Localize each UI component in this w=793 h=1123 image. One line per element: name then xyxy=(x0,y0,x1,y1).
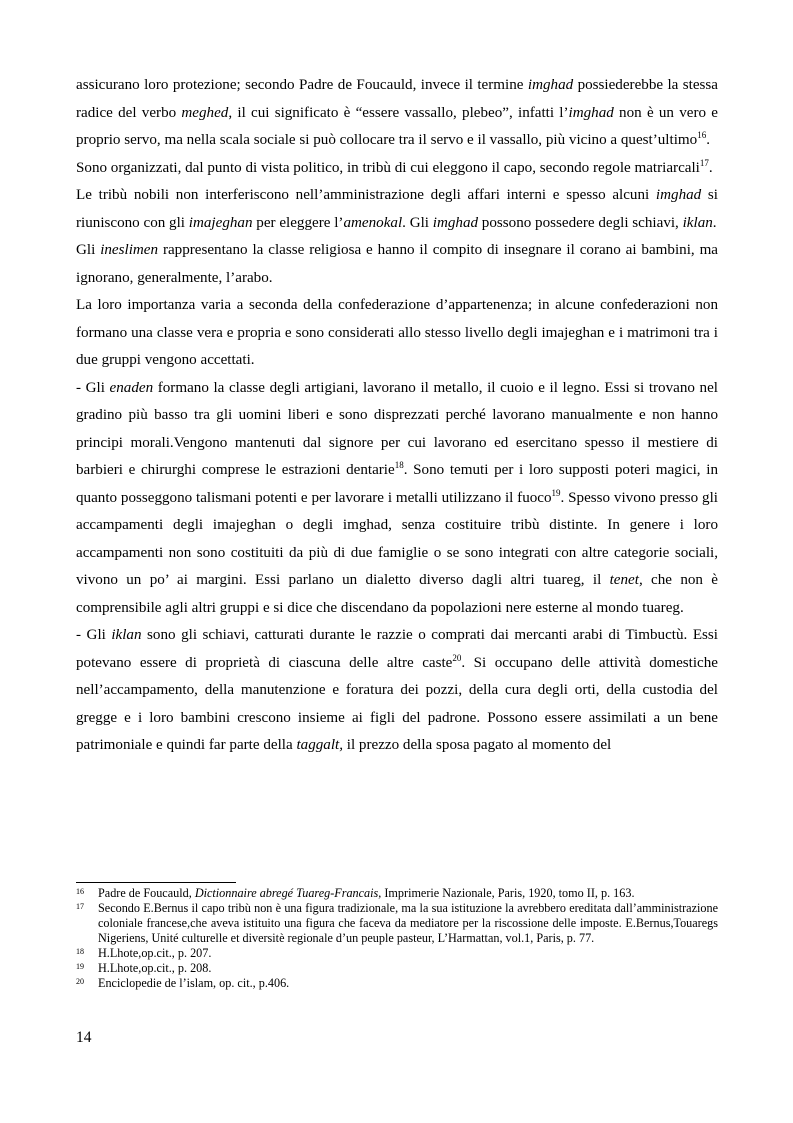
text-run: il prezzo della sposa pagato al momento del xyxy=(343,737,612,753)
paragraph xyxy=(76,72,718,155)
italic-term: tenet, xyxy=(609,572,643,588)
paragraph xyxy=(76,182,718,237)
italic-term: amenokal xyxy=(343,214,403,231)
footnote xyxy=(76,961,718,976)
italic-term: imghad xyxy=(655,187,702,203)
text-run: per eleggere l’ xyxy=(252,214,344,231)
body-text xyxy=(76,72,718,760)
italic-term: imajeghan xyxy=(188,214,253,231)
text-run: - Gli xyxy=(76,379,110,396)
text-run: Gli xyxy=(76,242,101,258)
footnote xyxy=(76,886,718,901)
footnote-ref: 20 xyxy=(452,652,462,663)
italic-term: enaden xyxy=(109,379,154,396)
italic-term: meghed xyxy=(181,104,229,121)
text-run: . Sono temuti per i loro supposti poteri magici, in quanto posseggono talismani potenti e per lavorare i metalli utilizzano il fuoco xyxy=(76,462,718,506)
text-run: H.Lhote,op.cit., p. 208. xyxy=(98,961,212,975)
footnote-number: 16 xyxy=(76,887,84,896)
paragraph xyxy=(76,155,718,183)
footnote-number: 20 xyxy=(76,977,84,986)
text-run: Imprimerie Nazionale, Paris, 1920, tomo II, p. 163. xyxy=(381,886,635,900)
italic-term: iklan xyxy=(682,214,713,231)
italic-term: iklan xyxy=(111,627,142,643)
text-run: non è un vero e proprio servo, ma nella scala sociale si può collocare tra il servo e il vassallo, più vicino a quest’ultimo xyxy=(76,104,718,148)
footnote-ref: 17 xyxy=(699,157,709,168)
italic-term: imghad xyxy=(568,104,614,121)
paragraph xyxy=(76,237,718,292)
text-run: si riuniscono con gli xyxy=(76,187,718,231)
text-run: . Si occupano delle attività domestiche nell’accampamento, della manutenzione e foratura dei pozzi, della cura degli orti, della custodia del gregge e i loro bambini crescono insieme ai figli del padrone. Possono essere assimilati a un bene patrimoniale e quindi far parte della xyxy=(76,654,718,753)
text-run: . xyxy=(708,159,713,176)
footnote-number: 18 xyxy=(76,947,84,956)
footnote-number: 17 xyxy=(76,902,84,911)
footnote-number: 19 xyxy=(76,962,84,971)
text-run: . xyxy=(712,214,717,231)
text-run: Enciclopedie de l’islam, op. cit., p.406. xyxy=(98,976,290,990)
text-run: , il cui significato è “essere vassallo, plebeo”, infatti l’ xyxy=(228,104,569,121)
paragraph xyxy=(76,375,718,623)
footnotes xyxy=(76,886,718,991)
italic-term: taggalt, xyxy=(296,737,343,753)
page-number: 14 xyxy=(76,1029,92,1046)
italic-term: imghad xyxy=(432,214,479,231)
text-run: Le tribù nobili non interferiscono nell’amministrazione degli affari interni e spesso alcuni xyxy=(76,187,656,203)
text-run: possono possedere degli schiavi, xyxy=(478,214,683,231)
footnote-ref: 18 xyxy=(394,460,404,470)
text-run: possiederebbe la stessa radice del verbo xyxy=(76,77,718,121)
text-run: rappresentano la classe religiosa e hanno il compito di insegnare il corano ai bambini, ma ignorano, generalmente, l’arabo. xyxy=(76,242,719,286)
footnote xyxy=(76,976,718,991)
text-run: La loro importanza varia a seconda della confederazione d’appartenenza; in alcune confederazioni non formano una classe vera e propria e sono considerati allo stesso livello degli imajeghan e i matrimoni tra i due gruppi vengono accettati. xyxy=(76,297,718,368)
text-run: . Gli xyxy=(402,214,433,231)
paragraph xyxy=(76,622,718,760)
text-run: H.Lhote,op.cit., p. 207. xyxy=(98,946,212,960)
italic-term: imghad xyxy=(527,77,574,93)
text-run: formano la classe degli artigiani, lavorano il metallo, il cuoio e il legno. Essi si trovano nel gradino più basso tra gli uomini liberi e sono disprezzati perché lavorano manualmente e non hanno principi morali.Vengono mantenuti dal signore per cui lavorano ed esercitano spesso il mestiere di barbieri e chirurghi comprese le estrazioni dentarie xyxy=(76,379,718,478)
footnote xyxy=(76,946,718,961)
text-run: . xyxy=(706,132,710,148)
footnote-ref: 19 xyxy=(551,487,561,498)
italic-term: ineslimen xyxy=(100,242,159,258)
footnote-separator xyxy=(76,882,236,883)
text-run: assicurano loro protezione; secondo Padre de Foucauld, invece il termine xyxy=(76,77,528,93)
text-run: Secondo E.Bernus il capo tribù non è una figura tradizionale, ma la sua istituzione la avrebbero ereditata dall’amministrazione coloniale francese,che aveva istituito una figura che faceva da mediatore per la riscossione delle imposte. E.Bernus,Touaregs Nigeriens, Unité culturelle et diversitè regionale d’un peuple pasteur, L’Harmattan, vol.1, Paris, p. 77. xyxy=(98,901,718,945)
footnote-ref: 16 xyxy=(697,130,707,140)
italic-term: Dictionnaire abregé Tuareg-Francais, xyxy=(194,886,382,900)
paragraph xyxy=(76,292,718,375)
text-run: che non è comprensibile agli altri gruppi e si dice che discendano da popolazioni nere esterne al mondo tuareg. xyxy=(76,572,719,616)
text-run: - Gli xyxy=(76,627,112,643)
footnote xyxy=(76,901,718,946)
text-run: sono gli schiavi, catturati durante le razzie o comprati dai mercanti arabi di Timbuctù. Essi potevano essere di proprietà di ciascuna delle altre caste xyxy=(76,627,718,671)
text-run: . Spesso vivono presso gli accampamenti degli imajeghan o degli imghad, senza costituire tribù distinte. In genere i loro accampamenti non sono costituiti da più di due famiglie o se sono integrati con altre categorie sociali, vivono un po’ ai margini. Essi parlano un dialetto diverso dagli altri tuareg, il xyxy=(76,489,718,588)
text-run: Padre de Foucauld, xyxy=(98,886,195,900)
text-run: Sono organizzati, dal punto di vista politico, in tribù di cui eleggono il capo, secondo regole matriarcali xyxy=(76,159,700,176)
